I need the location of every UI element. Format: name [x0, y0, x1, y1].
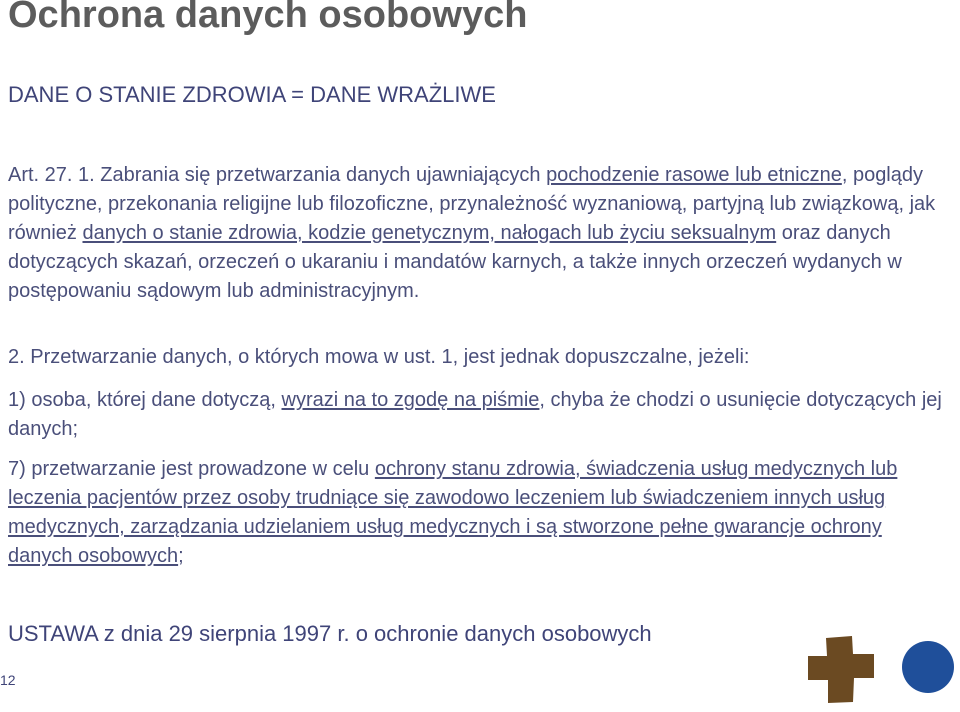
cross-logo-icon	[808, 636, 874, 703]
text-segment: oraz danych dotyczących skazań, orzeczeń o ukaraniu i mandatów karnych, a także innych orzeczeń wydanych w postępowaniu sądowym lub administracyjnym.	[8, 222, 902, 302]
text-segment: ;	[178, 545, 184, 567]
text-segment: , poglądy polityczne, przekonania religijne lub filozoficzne, przynależność wyznaniową, partyjną lub związkową, jak również	[8, 164, 936, 244]
text-segment: 7) przetwarzanie jest prowadzone w celu	[8, 458, 375, 480]
underlined-phrase: danych o stanie zdrowia, kodzie genetycznym, nałogach lub życiu seksualnym	[82, 222, 777, 244]
text-segment: Art. 27. 1. Zabrania się przetwarzania danych ujawniających	[8, 164, 547, 186]
page-number: 12	[0, 672, 16, 688]
text-segment: , chyba że chodzi o usunięcie dotyczących jej danych;	[8, 389, 942, 440]
slide-title: Ochrona danych osobowych	[8, 0, 528, 36]
underlined-phrase: pochodzenie rasowe lub etniczne	[546, 164, 842, 186]
logo-graphic	[808, 632, 958, 707]
logo-group	[808, 632, 958, 707]
article-paragraph-3	[8, 386, 948, 444]
blue-circle-logo-icon	[902, 641, 954, 693]
text-segment: 2. Przetwarzanie danych, o których mowa w ust. 1, jest jednak dopuszczalne, jeżeli:	[8, 346, 750, 368]
text-segment: 1) osoba, której dane dotyczą,	[8, 389, 282, 411]
law-reference: USTAWA z dnia 29 sierpnia 1997 r. o ochronie danych osobowych	[8, 621, 652, 646]
article-paragraph-1	[8, 161, 948, 306]
article-paragraph-4	[8, 455, 948, 571]
underlined-phrase: ochrony stanu zdrowia, świadczenia usług medycznych lub leczenia pacjentów przez osoby trudniące się zawodowo leczeniem lub świadczeniem innych usług medycznych, zarządzania udzielaniem usług medycznych i są stworzone pełne gwarancje ochrony danych osobowych	[8, 458, 898, 567]
slide-subtitle: DANE O STANIE ZDROWIA = DANE WRAŻLIWE	[8, 82, 496, 107]
underlined-phrase: wyrazi na to zgodę na piśmie	[281, 389, 540, 411]
article-paragraph-2	[8, 343, 948, 372]
